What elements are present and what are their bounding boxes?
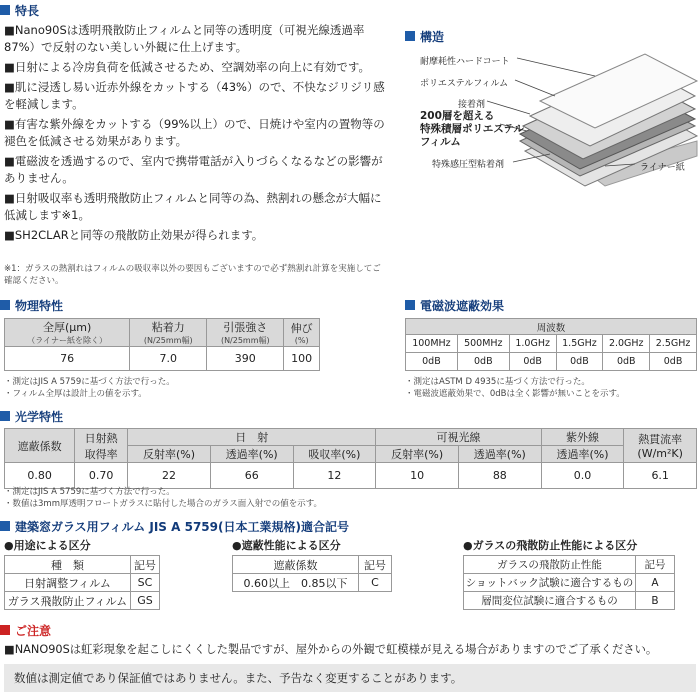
table-header: 伸び (%) [284,319,320,347]
caution-text: ■NANO90Sは虹彩現象を起こしにくくした製品ですが、屋外からの外観で虹模様が見える場合がありますのでご了承ください。 [4,643,658,656]
emi-notes: ・測定はASTM D 4935に基づく方法で行った。 ・電磁波遮蔽効果で、0dBは全く影響が無いことを示す。 [405,377,625,399]
shatter-table: ガラスの飛散防止性能 記号 ショットバック試験に適合するもの A 層間変位試験に適合するもの B [463,555,675,610]
caution-title: ご注意 [0,622,51,638]
physical-table [4,318,320,371]
optical-table: 遮蔽係数 日射熱 取得率 日 射 可視光線 紫外線 熱貫流率 (W/m²K) 反射率(%) 透過率(%) 吸収率(%) 反射率(%) 透過率(%) 透過率(%) 0.80 0.70 22 66 12 10 88 0.0 6.1 [4,428,697,489]
table-row: 0.60以上 0.85以下 C [233,574,392,592]
physical-notes: ・測定はJIS A 5759に基づく方法で行った。 ・フィルム全厚は設計上の値を示す。 [4,377,175,399]
usage-table: 種 類 記号 日射調整フィルム SC ガラス飛散防止フィルム GS [4,555,160,610]
shield-subtitle: ●遮蔽性能による区分 [232,539,341,552]
optical-title: 光学特性 [0,408,63,424]
table-row: 76 7.0 390 100 [5,347,320,371]
disclaimer-banner: 数値は測定値であり保証値ではありません。また、予告なく変更することがあります。 [4,664,696,692]
usage-subtitle: ●用途による区分 [4,539,91,552]
list-item: ■肌に浸透し易い近赤外線をカットする（43%）ので、不快なジリジリ感を軽減します。 [4,80,385,111]
label-hardcoat: 耐摩耗性ハードコート [420,57,510,67]
features-footnote: ※1：ガラスの熱割れはフィルムの吸収率以外の要因もございますので必ず熱割れ計算を実施してご確認ください。 [4,264,381,286]
table-header: 全厚(μm) （ライナー紙を除く） [5,319,130,347]
features-list [4,22,390,247]
label-laminated: 200層を超える 特殊積層ポリエステル フィルム [420,110,525,148]
table-header: 粘着力 (N/25mm幅) [130,319,207,347]
optical-notes: ・測定はJIS A 5759に基づく方法で行った。 ・数値は3mm厚透明フロートガラスに貼付した場合のガラス面入射での値を示す。 [4,487,323,509]
list-item: ■有害な紫外線をカットする（99%以上）ので、日焼けや室内の置物等の褪色を低減させる効果があります。 [4,117,385,148]
label-liner: ライナー紙 [640,163,685,173]
label-adhesive: 接着剤 [458,100,486,110]
list-item: ■日射吸収率も透明飛散防止フィルムと同等の為、熱割れの懸念が大幅に低減します※1。 [4,191,382,222]
shield-table: 遮蔽係数 記号 0.60以上 0.85以下 C [232,555,392,592]
list-item: ■電磁波を透過するので、室内で携帯電話が入りづらくなるなどの影響がありません。 [4,154,383,185]
label-psa: 特殊感圧型粘着剤 [432,160,505,170]
square-bullet-icon [405,300,415,310]
physical-title: 物理特性 [0,297,63,313]
list-item: ■日射による冷房負荷を低減させるため、空調効率の向上に有効です。 [4,60,370,74]
table-row: ガラス飛散防止フィルム GS [5,592,160,610]
emi-table: 周波数 100MHz 500MHz 1.0GHz 1.5GHz 2.0GHz 2.5GHz 0dB 0dB 0dB 0dB 0dB 0dB [405,318,697,371]
table-row: 層間変位試験に適合するもの B [464,592,675,610]
list-item: ■Nano90Sは透明飛散防止フィルムと同等の透明度（可視光線透過率87%）で反射のない美しい外観に仕上げます。 [4,23,365,54]
features-title: 特長 [0,2,39,18]
table-row: 日射調整フィルム SC [5,574,160,592]
table-row: ショットバック試験に適合するもの A [464,574,675,592]
square-bullet-icon [0,411,10,421]
leader-line [517,58,595,76]
structure-title: 構造 [405,28,444,44]
label-polyester: ポリエステルフィルム [420,79,509,89]
square-bullet-icon [405,31,415,41]
table-row: 0dB 0dB 0dB 0dB 0dB 0dB [406,353,697,371]
jis-title: 建築窓ガラス用フィルム JIS A 5759(日本工業規格)適合記号 [0,518,349,534]
emi-title: 電磁波遮蔽効果 [405,297,504,313]
shatter-subtitle: ●ガラスの飛散防止性能による区分 [463,539,638,552]
square-bullet-icon [0,521,10,531]
square-bullet-icon [0,625,10,635]
leader-line [515,80,555,96]
table-header: 引張強さ (N/25mm幅) [207,319,284,347]
table-row: 0.80 0.70 22 66 12 10 88 0.0 6.1 [5,463,697,489]
square-bullet-icon [0,5,10,15]
square-bullet-icon [0,300,10,310]
list-item: ■SH2CLARと同等の飛散防止効果が得られます。 [4,228,264,242]
